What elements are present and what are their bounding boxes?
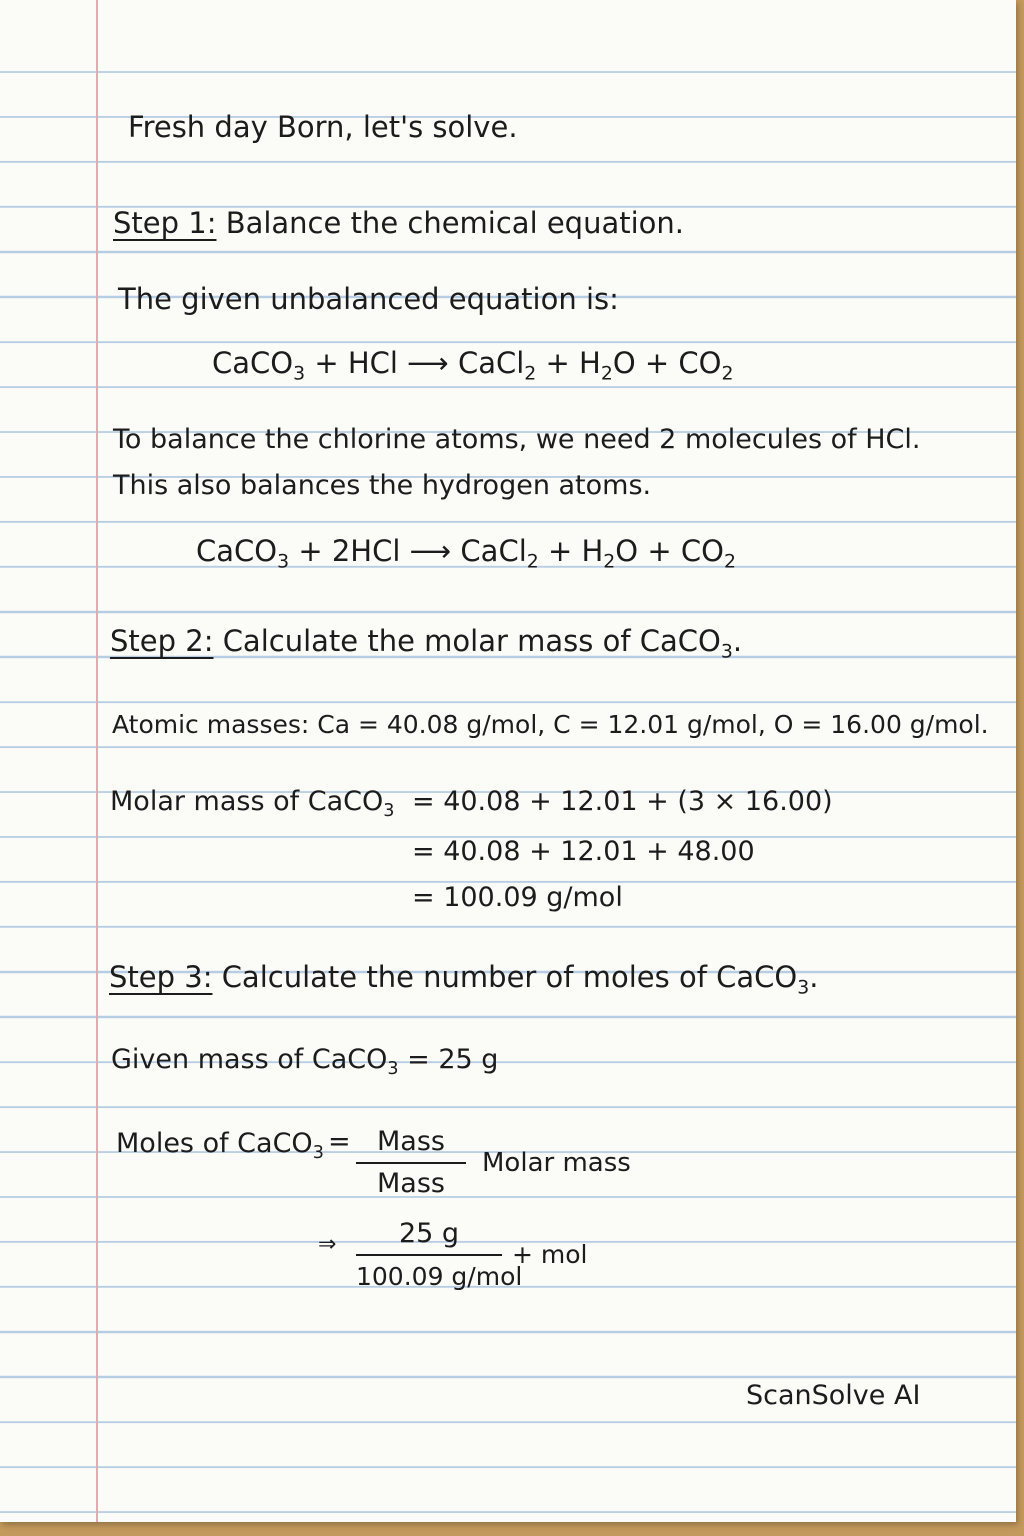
fraction-2-bar bbox=[356, 1254, 502, 1256]
step3-header bbox=[109, 960, 819, 999]
step1-header bbox=[113, 206, 684, 241]
balanced-equation: CaCO$_3$ + 2HCl ⟶ CaCl$_2$ + $H_2O + CO_2$ bbox=[196, 534, 736, 573]
given-mass: Given mass of CaCO$_3$ = 25 g bbox=[111, 1044, 499, 1080]
fraction-1-numerator: Mass bbox=[377, 1126, 445, 1157]
step1-intro: The given unbalanced equation is: bbox=[118, 282, 619, 316]
molar-mass-line-1: = 40.08 + 12.01 + (3 × 16.00) bbox=[412, 786, 833, 817]
step2-header bbox=[110, 624, 743, 663]
molar-mass-line-2: = 40.08 + 12.01 + 48.00 bbox=[412, 836, 755, 867]
step1-label: Step 1: bbox=[113, 206, 217, 240]
scansolve-signature: ScanSolve AI bbox=[746, 1380, 921, 1411]
fraction-2-numerator: 25 g bbox=[398, 1218, 460, 1249]
fraction-1-denominator: Mass bbox=[377, 1168, 445, 1199]
step2-label: Step 2: bbox=[110, 624, 214, 658]
atomic-masses: Atomic masses: Ca = 40.08 g/mol, C = 12.01 g/mol, O = 16.00 g/mol. bbox=[112, 710, 989, 739]
margin-line bbox=[96, 0, 98, 1522]
step1-explain-1: To balance the chlorine atoms, we need 2 molecules of HCl. bbox=[113, 424, 921, 455]
unbalanced-equation: CaCO$_3$ + HCl ⟶ CaCl$_2$ + $H_2O + CO_2$ bbox=[212, 346, 734, 385]
page-heading: Fresh day Born, let's solve. bbox=[128, 110, 518, 144]
step1-title: Balance the chemical equation. bbox=[225, 206, 685, 240]
fraction-2-denominator: 100.09 g/mol bbox=[356, 1262, 523, 1291]
fraction-2-after: + mol bbox=[512, 1240, 588, 1269]
step2-title: Calculate the molar mass of CaCO$_3$. bbox=[222, 624, 743, 663]
fraction-1-after: Molar mass bbox=[482, 1148, 631, 1178]
step1-explain-2: This also balances the hydrogen atoms. bbox=[113, 470, 652, 501]
molar-mass-line-3: = 100.09 g/mol bbox=[412, 882, 623, 913]
moles-label: Moles of CaCO$_3$ bbox=[116, 1128, 324, 1164]
moles-equals: = bbox=[328, 1126, 351, 1157]
fraction-1-bar bbox=[356, 1162, 466, 1164]
step3-title: Calculate the number of moles of CaCO$_3$. bbox=[221, 960, 819, 999]
step3-label: Step 3: bbox=[109, 960, 213, 994]
implies-arrow: ⇒ bbox=[318, 1232, 337, 1257]
molar-mass-label: Molar mass of CaCO$_3$ bbox=[110, 786, 395, 822]
